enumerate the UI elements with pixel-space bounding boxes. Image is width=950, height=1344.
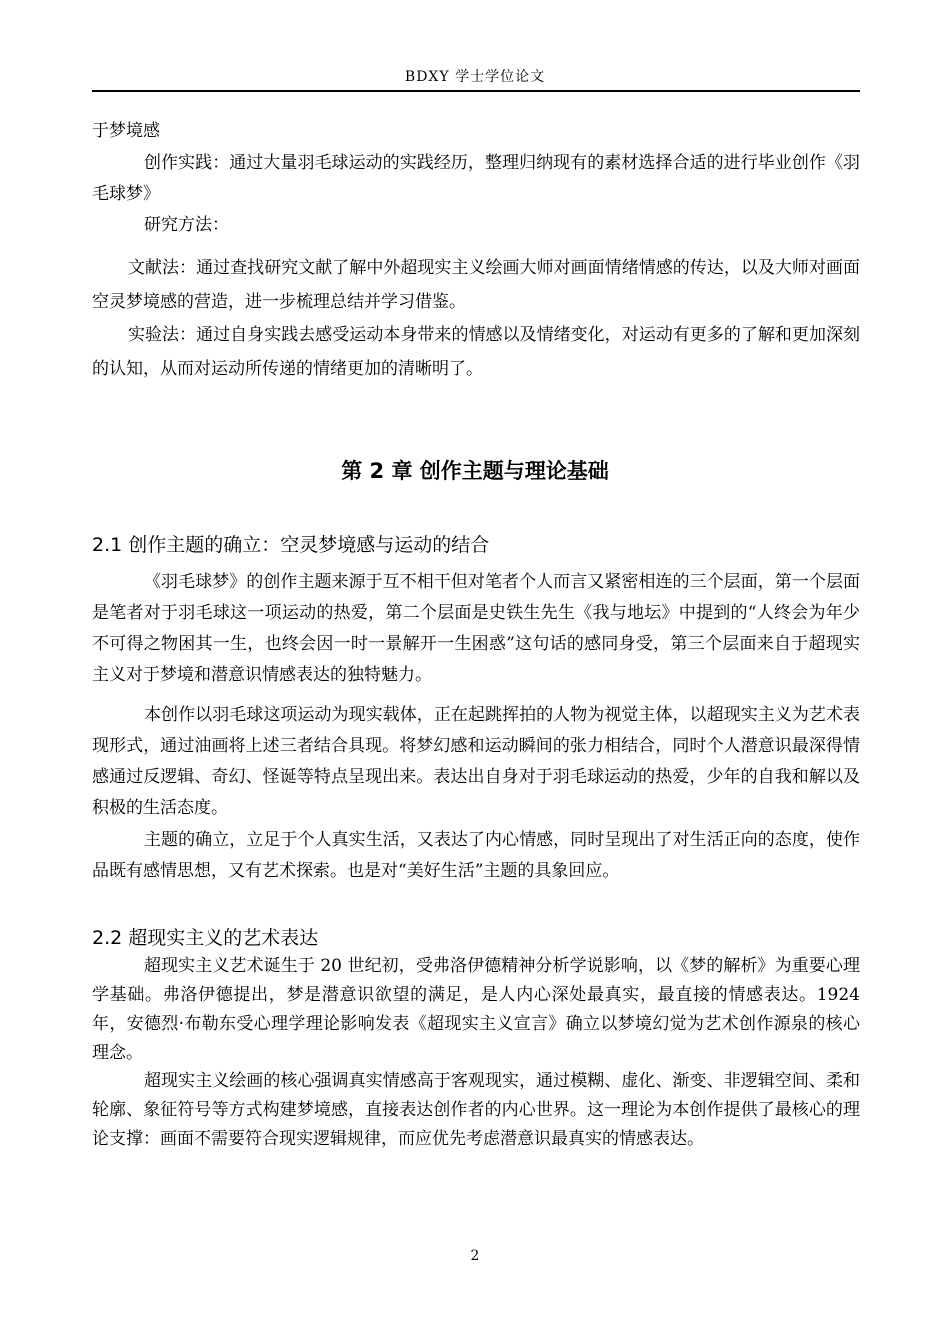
paragraph-research-methods: 研究方法： — [144, 215, 229, 235]
paragraph-2-1-3: 主题的确立，立足于个人真实生活，又表达了内心情感，同时呈现出了对生活正向的态度，使作品既有感情思想，又有艺术探索。也是对“美好生活”主题的具象回应。 — [92, 830, 860, 881]
paragraph-creative-practice: 创作实践：通过大量羽毛球运动的实践经历，整理归纳现有的素材选择合适的进行毕业创作《羽毛球梦》 — [92, 153, 860, 204]
paragraph-2-2-1: 超现实主义艺术诞生于 20 世纪初，受弗洛伊德精神分析学说影响，以《梦的解析》为重要心理学基础。弗洛伊德提出，梦是潜意识欲望的满足，是人内心深处最真实，最直接的情感表达。1924 年，安德烈·布勒东受心理学理论影响发表《超现实主义宣言》确立以梦境幻觉为艺术创作源泉的核心理念。 — [92, 956, 860, 1063]
paragraph-2-2-2: 超现实主义绘画的核心强调真实情感高于客观现实，通过模糊、虚化、渐变、非逻辑空间、柔和轮廓、象征符号等方式构建梦境感，直接表达创作者的内心世界。这一理论为本创作提供了最核心的理论支撑：画面不需要符合现实逻辑规律，而应优先考虑潜意识最真实的情感表达。 — [92, 1071, 860, 1149]
paragraph-literature-method: 文献法：通过查找研究文献了解中外超现实主义绘画大师对画面情绪情感的传达，以及大师对画面空灵梦境感的营造，进一步梳理总结并学习借鉴。 — [92, 258, 860, 312]
chapter-title: 第 2 章 创作主题与理论基础 — [341, 459, 609, 483]
paragraph-experiment-method: 实验法：通过自身实践去感受运动本身带来的情感以及情绪变化，对运动有更多的了解和更加深刻的认知，从而对运动所传递的情绪更加的清晰明了。 — [92, 325, 860, 379]
section-heading-2-2: 2.2 超现实主义的艺术表达 — [92, 927, 319, 949]
page-number: 2 — [470, 1248, 480, 1264]
paragraph-2-1-1: 《羽毛球梦》的创作主题来源于互不相干但对笔者个人而言又紧密相连的三个层面，第一个层面是笔者对于羽毛球这一项运动的热爱，第二个层面是史铁生先生《我与地坛》中提到的“人终会为年少不可得之物困其一生，也终会因一时一景解开一生困惑”这句话的感同身受，第三个层面来自于超现实主义对于梦境和潜意识情感表达的独特魅力。 — [92, 572, 860, 685]
header-divider — [92, 90, 860, 92]
page-header-title: BDXY 学士学位论文 — [404, 69, 546, 85]
paragraph-continuation: 于梦境感 — [92, 121, 160, 141]
paragraph-2-1-2: 本创作以羽毛球这项运动为现实载体，正在起跳挥拍的人物为视觉主体，以超现实主义为艺术表现形式，通过油画将上述三者结合具现。将梦幻感和运动瞬间的张力相结合，同时个人潜意识最深得情感通过反逻辑、奇幻、怪诞等特点呈现出来。表达出自身对于羽毛球运动的热爱，少年的自我和解以及积极的生活态度。 — [92, 705, 860, 818]
section-heading-2-1: 2.1 创作主题的确立：空灵梦境感与运动的结合 — [92, 534, 490, 556]
